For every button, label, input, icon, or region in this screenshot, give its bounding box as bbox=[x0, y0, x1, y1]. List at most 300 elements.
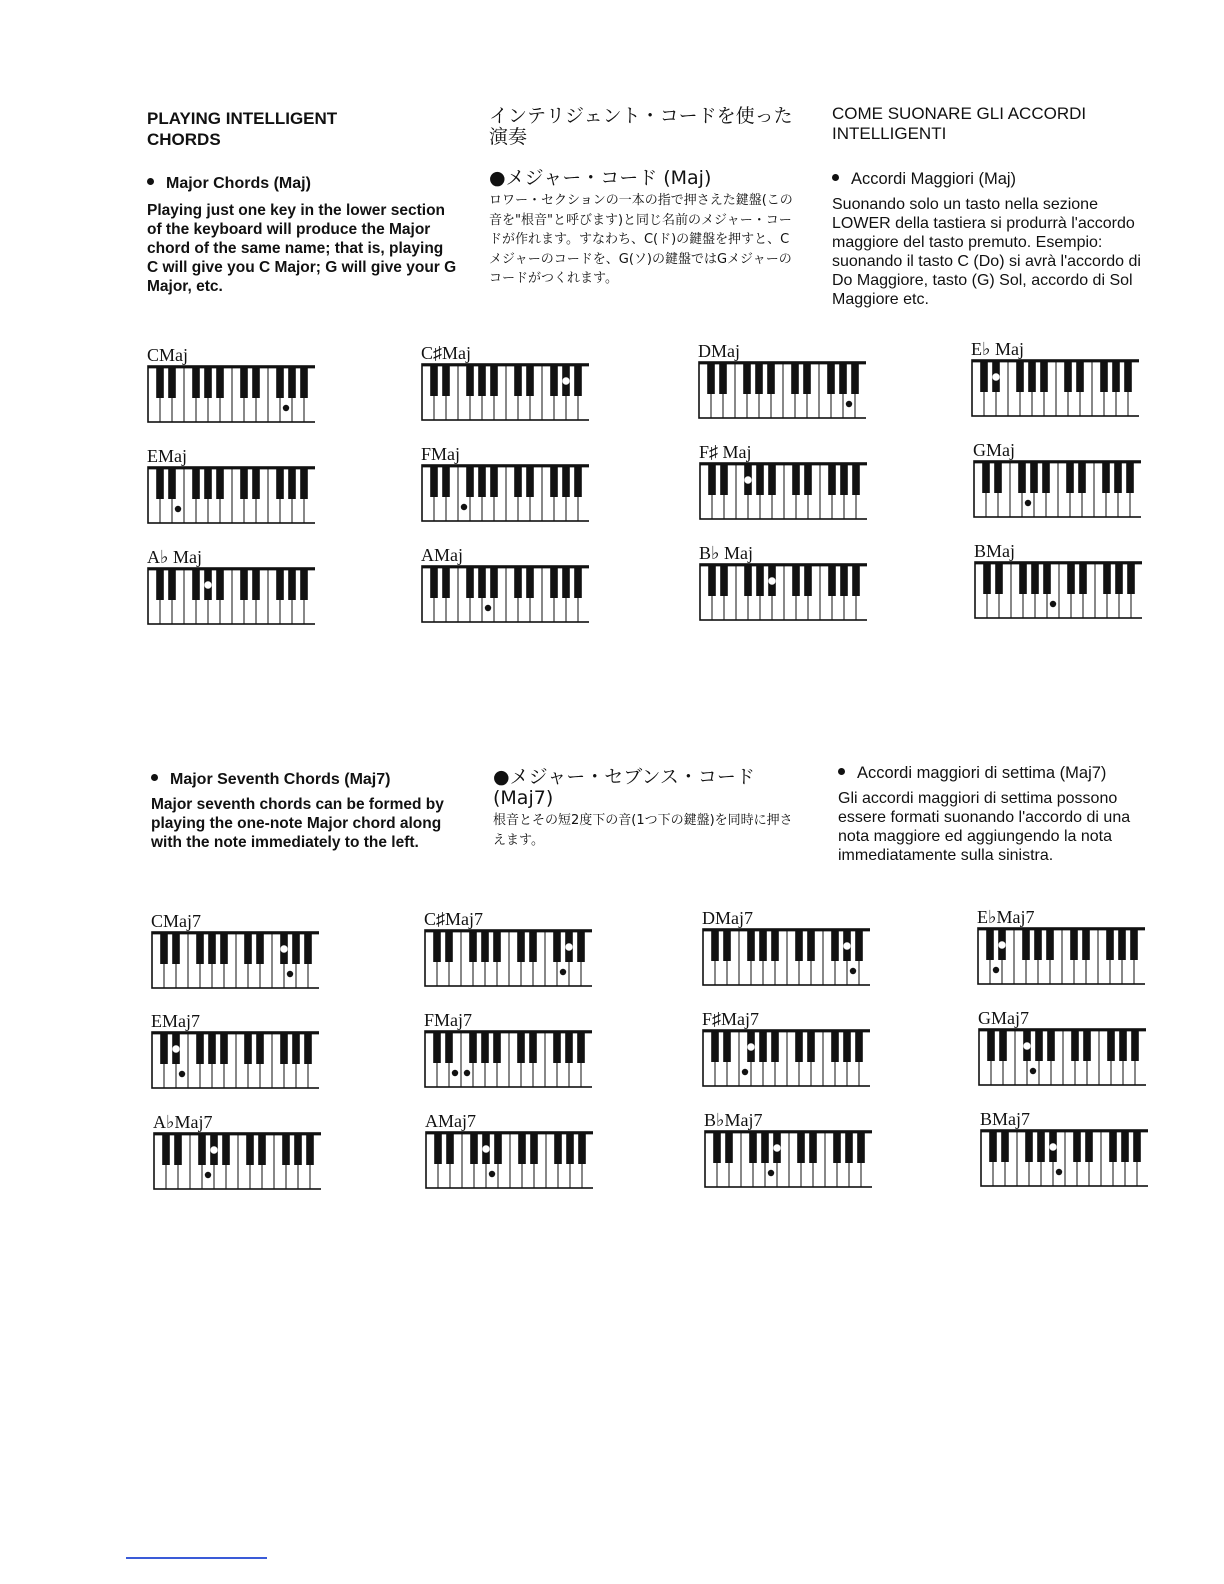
pressed-key-dot bbox=[483, 1146, 489, 1152]
en-heading-major bbox=[147, 175, 457, 193]
black-key bbox=[252, 568, 260, 600]
black-key bbox=[994, 461, 1002, 493]
footer-rule bbox=[126, 1557, 267, 1559]
keyboard-diagram bbox=[424, 1030, 592, 1088]
black-key bbox=[288, 467, 296, 499]
black-key bbox=[708, 463, 716, 495]
pressed-key-dot bbox=[1050, 1144, 1056, 1150]
keyboard-diagram bbox=[974, 561, 1142, 619]
black-key bbox=[445, 1031, 453, 1063]
black-key bbox=[809, 1131, 817, 1163]
pressed-key-dot bbox=[175, 506, 181, 512]
black-key bbox=[168, 568, 176, 600]
black-key bbox=[514, 364, 522, 396]
black-key bbox=[1016, 360, 1024, 392]
black-key bbox=[1082, 928, 1090, 960]
black-key bbox=[761, 1131, 769, 1163]
keyboard-diagram bbox=[147, 567, 315, 625]
it-column-major bbox=[832, 104, 1142, 309]
en-heading-major7 bbox=[151, 771, 457, 789]
pressed-key-dot bbox=[768, 1170, 774, 1176]
black-key bbox=[526, 364, 534, 396]
black-key bbox=[1107, 1029, 1115, 1061]
chord-name: E♭Maj7 bbox=[977, 907, 1035, 927]
chord-diagram bbox=[424, 1010, 594, 1088]
black-key bbox=[198, 1133, 206, 1165]
chord-name: EMaj7 bbox=[151, 1011, 200, 1031]
black-key bbox=[174, 1133, 182, 1165]
black-key bbox=[987, 1029, 995, 1061]
chord-diagram bbox=[698, 341, 868, 419]
black-key bbox=[1103, 562, 1111, 594]
chord-diagram bbox=[980, 1109, 1150, 1187]
keyboard-diagram bbox=[704, 1130, 872, 1188]
black-key bbox=[1114, 461, 1122, 493]
black-key bbox=[493, 1031, 501, 1063]
en-body-major: Playing just one key in the lower section of the keyboard will produce the Major chord of the same name; that is, playing C will give you C Major; G will give your G Major, etc. bbox=[147, 202, 457, 295]
black-key bbox=[1100, 360, 1108, 392]
chord-name: AMaj7 bbox=[425, 1111, 476, 1131]
black-key bbox=[258, 1133, 266, 1165]
black-key bbox=[292, 1032, 300, 1064]
black-key bbox=[478, 364, 486, 396]
black-key bbox=[855, 1030, 863, 1062]
black-key bbox=[466, 364, 474, 396]
black-key bbox=[1126, 461, 1134, 493]
black-key bbox=[1073, 1130, 1081, 1162]
black-key bbox=[1078, 461, 1086, 493]
keyboard-diagram bbox=[424, 929, 592, 987]
pressed-key-dot bbox=[485, 605, 491, 611]
black-key bbox=[204, 467, 212, 499]
chord-name: DMaj bbox=[698, 341, 740, 361]
pressed-key-dot bbox=[993, 374, 999, 380]
chord-diagram bbox=[702, 908, 872, 986]
chord-diagram bbox=[147, 446, 317, 524]
black-key bbox=[843, 1030, 851, 1062]
pressed-key-dot bbox=[173, 1046, 179, 1052]
black-key bbox=[430, 566, 438, 598]
pressed-key-dot bbox=[846, 401, 852, 407]
black-key bbox=[840, 463, 848, 495]
black-key bbox=[767, 362, 775, 394]
black-key bbox=[1085, 1130, 1093, 1162]
black-key bbox=[300, 568, 308, 600]
black-key bbox=[156, 568, 164, 600]
black-key bbox=[252, 467, 260, 499]
black-key bbox=[771, 929, 779, 961]
black-key bbox=[442, 364, 450, 396]
black-key bbox=[831, 1030, 839, 1062]
chord-name: FMaj bbox=[421, 444, 461, 464]
black-key bbox=[434, 1132, 442, 1164]
chord-diagram bbox=[973, 440, 1143, 518]
pressed-key-dot bbox=[283, 405, 289, 411]
black-key bbox=[795, 1030, 803, 1062]
it-body-major: Suonando solo un tasto nella sezione LOWER della tastiera si produrrà l'accordo maggiore del tasto premuto. Esempio: suonando il tasto C (Do) si avrà l'accordo di Do Maggiore, tasto (G) Sol, accordo di Sol Maggiore etc. bbox=[832, 196, 1141, 308]
jp-body-major7: 根音とその短2度下の音(1つ下の鍵盤)を同時に押さえます。 bbox=[493, 813, 793, 848]
it-section-title: COME SUONARE GLI ACCORDI INTELLIGENTI bbox=[832, 104, 1087, 143]
black-key bbox=[220, 1032, 228, 1064]
black-key bbox=[747, 929, 755, 961]
black-key bbox=[292, 932, 300, 964]
black-key bbox=[306, 1133, 314, 1165]
black-key bbox=[1064, 360, 1072, 392]
black-key bbox=[481, 1031, 489, 1063]
black-key bbox=[220, 932, 228, 964]
black-key bbox=[162, 1133, 170, 1165]
chord-name: B♭Maj7 bbox=[704, 1110, 763, 1130]
black-key bbox=[1067, 562, 1075, 594]
black-key bbox=[1025, 1130, 1033, 1162]
keyboard-diagram bbox=[971, 359, 1139, 417]
black-key bbox=[999, 1029, 1007, 1061]
chord-name: A♭Maj7 bbox=[153, 1112, 213, 1132]
black-key bbox=[252, 366, 260, 398]
black-key bbox=[288, 568, 296, 600]
black-key bbox=[553, 1031, 561, 1063]
black-key bbox=[771, 1030, 779, 1062]
bullet-icon bbox=[151, 774, 158, 781]
en-column-major bbox=[147, 108, 457, 296]
pressed-key-dot bbox=[489, 1171, 495, 1177]
black-key bbox=[574, 566, 582, 598]
black-key bbox=[300, 467, 308, 499]
black-key bbox=[995, 562, 1003, 594]
black-key bbox=[276, 366, 284, 398]
black-key bbox=[529, 1031, 537, 1063]
chord-name: GMaj7 bbox=[978, 1008, 1029, 1028]
black-key bbox=[469, 930, 477, 962]
black-key bbox=[494, 1132, 502, 1164]
black-key bbox=[554, 1132, 562, 1164]
black-key bbox=[216, 366, 224, 398]
chord-name: GMaj bbox=[973, 440, 1015, 460]
black-key bbox=[478, 566, 486, 598]
chord-name: C♯Maj7 bbox=[424, 909, 484, 929]
black-key bbox=[192, 467, 200, 499]
black-key bbox=[1131, 1029, 1139, 1061]
black-key bbox=[1119, 1029, 1127, 1061]
black-key bbox=[574, 364, 582, 396]
black-key bbox=[280, 1032, 288, 1064]
black-key bbox=[430, 465, 438, 497]
black-key bbox=[1076, 360, 1084, 392]
chord-name: B♭ Maj bbox=[699, 543, 753, 563]
black-key bbox=[304, 1032, 312, 1064]
it-heading-major bbox=[832, 170, 1142, 189]
black-key bbox=[833, 1131, 841, 1163]
keyboard-diagram bbox=[421, 363, 589, 421]
pressed-key-dot bbox=[999, 942, 1005, 948]
chord-diagram bbox=[425, 1111, 595, 1189]
black-key bbox=[466, 465, 474, 497]
black-key bbox=[208, 1032, 216, 1064]
black-key bbox=[1115, 562, 1123, 594]
black-key bbox=[470, 1132, 478, 1164]
chord-name: F♯Maj7 bbox=[702, 1009, 760, 1029]
pressed-key-dot bbox=[205, 582, 211, 588]
black-key bbox=[208, 932, 216, 964]
pressed-key-dot bbox=[1024, 1043, 1030, 1049]
black-key bbox=[795, 929, 803, 961]
black-key bbox=[490, 566, 498, 598]
black-key bbox=[578, 1132, 586, 1164]
black-key bbox=[1040, 360, 1048, 392]
pressed-key-dot bbox=[748, 1044, 754, 1050]
keyboard-diagram bbox=[973, 460, 1141, 518]
black-key bbox=[725, 1131, 733, 1163]
black-key bbox=[276, 467, 284, 499]
jp-heading-major7: ●メジャー・セブンス・コード (Maj7) bbox=[493, 766, 755, 809]
black-key bbox=[294, 1133, 302, 1165]
chord-name: BMaj bbox=[974, 541, 1016, 561]
bullet-icon bbox=[147, 178, 154, 185]
black-key bbox=[1071, 1029, 1079, 1061]
black-key bbox=[240, 568, 248, 600]
chord-diagram bbox=[977, 907, 1147, 985]
black-key bbox=[723, 929, 731, 961]
black-key bbox=[1070, 928, 1078, 960]
black-key bbox=[490, 364, 498, 396]
pressed-key-dot bbox=[287, 971, 293, 977]
black-key bbox=[304, 932, 312, 964]
black-key bbox=[827, 362, 835, 394]
chord-diagram bbox=[421, 343, 591, 421]
chord-diagram bbox=[153, 1112, 323, 1190]
pressed-key-dot bbox=[563, 378, 569, 384]
black-key bbox=[1079, 562, 1087, 594]
black-key bbox=[1031, 562, 1039, 594]
keyboard-diagram bbox=[698, 361, 866, 419]
chord-diagram bbox=[978, 1008, 1148, 1086]
black-key bbox=[466, 566, 474, 598]
chord-diagram bbox=[974, 541, 1144, 619]
bullet-icon bbox=[838, 768, 845, 775]
pressed-key-dot bbox=[566, 944, 572, 950]
en-body-major7: Major seventh chords can be formed by playing the one-note Major chord along with the note immediately to the left. bbox=[151, 796, 444, 851]
keyboard-diagram bbox=[978, 1028, 1146, 1086]
black-key bbox=[756, 564, 764, 596]
black-key bbox=[1106, 928, 1114, 960]
chord-diagram bbox=[151, 911, 321, 989]
black-key bbox=[1043, 562, 1051, 594]
black-key bbox=[1035, 1029, 1043, 1061]
pressed-key-dot bbox=[742, 1069, 748, 1075]
pressed-key-dot bbox=[452, 1070, 458, 1076]
black-key bbox=[550, 465, 558, 497]
chord-diagram bbox=[147, 547, 317, 625]
pressed-key-dot bbox=[461, 504, 467, 510]
chord-diagram bbox=[424, 909, 594, 987]
chord-name: EMaj bbox=[147, 446, 187, 466]
black-key bbox=[1018, 461, 1026, 493]
en-section-title: PLAYING INTELLIGENT CHORDS bbox=[147, 109, 338, 149]
black-key bbox=[300, 366, 308, 398]
black-key bbox=[1034, 928, 1042, 960]
keyboard-diagram bbox=[425, 1131, 593, 1189]
black-key bbox=[562, 465, 570, 497]
black-key bbox=[240, 366, 248, 398]
black-key bbox=[156, 467, 164, 499]
keyboard-diagram bbox=[421, 565, 589, 623]
black-key bbox=[1133, 1130, 1141, 1162]
pressed-key-dot bbox=[1056, 1169, 1062, 1175]
pressed-key-dot bbox=[464, 1070, 470, 1076]
black-key bbox=[478, 465, 486, 497]
it-body-major7: Gli accordi maggiori di settima possono essere formati suonando l'accordo di una nota maggiore ed aggiungendo la nota immediatamente sulla sinistra. bbox=[838, 790, 1131, 864]
black-key bbox=[445, 930, 453, 962]
black-key bbox=[490, 465, 498, 497]
black-key bbox=[768, 463, 776, 495]
black-key bbox=[792, 564, 800, 596]
black-key bbox=[845, 1131, 853, 1163]
black-key bbox=[983, 562, 991, 594]
black-key bbox=[1124, 360, 1132, 392]
black-key bbox=[276, 568, 284, 600]
pressed-key-dot bbox=[774, 1145, 780, 1151]
chord-diagram bbox=[699, 442, 869, 520]
pressed-key-dot bbox=[1050, 601, 1056, 607]
black-key bbox=[565, 1031, 573, 1063]
jp-column-major7 bbox=[493, 767, 803, 850]
chord-name: CMaj bbox=[147, 345, 189, 365]
black-key bbox=[517, 1031, 525, 1063]
black-key bbox=[566, 1132, 574, 1164]
black-key bbox=[222, 1133, 230, 1165]
black-key bbox=[1112, 360, 1120, 392]
black-key bbox=[240, 467, 248, 499]
chord-name: AMaj bbox=[421, 545, 463, 565]
black-key bbox=[759, 929, 767, 961]
chord-name: E♭ Maj bbox=[971, 339, 1024, 359]
black-key bbox=[577, 1031, 585, 1063]
black-key bbox=[852, 564, 860, 596]
black-key bbox=[550, 566, 558, 598]
en-heading-major7-text: Major Seventh Chords (Maj7) bbox=[170, 771, 391, 788]
pressed-key-dot bbox=[1030, 1068, 1036, 1074]
pressed-key-dot bbox=[844, 943, 850, 949]
black-key bbox=[1083, 1029, 1091, 1061]
black-key bbox=[529, 930, 537, 962]
black-key bbox=[719, 362, 727, 394]
black-key bbox=[246, 1133, 254, 1165]
chord-diagram bbox=[151, 1011, 321, 1089]
black-key bbox=[577, 930, 585, 962]
black-key bbox=[216, 568, 224, 600]
keyboard-diagram bbox=[977, 927, 1145, 985]
pressed-key-dot bbox=[745, 477, 751, 483]
black-key bbox=[989, 1130, 997, 1162]
black-key bbox=[526, 566, 534, 598]
keyboard-diagram bbox=[151, 1031, 319, 1089]
chord-diagram bbox=[421, 444, 591, 522]
black-key bbox=[711, 929, 719, 961]
keyboard-diagram bbox=[151, 931, 319, 989]
black-key bbox=[828, 564, 836, 596]
keyboard-diagram bbox=[699, 462, 867, 520]
pressed-key-dot bbox=[993, 967, 999, 973]
black-key bbox=[711, 1030, 719, 1062]
black-key bbox=[1102, 461, 1110, 493]
black-key bbox=[244, 932, 252, 964]
black-key bbox=[749, 1131, 757, 1163]
keyboard-diagram bbox=[702, 928, 870, 986]
black-key bbox=[792, 463, 800, 495]
black-key bbox=[804, 463, 812, 495]
black-key bbox=[839, 362, 847, 394]
black-key bbox=[1046, 928, 1054, 960]
chord-name: C♯Maj bbox=[421, 343, 472, 363]
black-key bbox=[857, 1131, 865, 1163]
black-key bbox=[713, 1131, 721, 1163]
black-key bbox=[430, 364, 438, 396]
black-key bbox=[282, 1133, 290, 1165]
black-key bbox=[442, 465, 450, 497]
black-key bbox=[574, 465, 582, 497]
black-key bbox=[156, 366, 164, 398]
black-key bbox=[168, 467, 176, 499]
black-key bbox=[1047, 1029, 1055, 1061]
black-key bbox=[855, 929, 863, 961]
chord-name: FMaj7 bbox=[424, 1010, 473, 1030]
black-key bbox=[168, 366, 176, 398]
black-key bbox=[1022, 928, 1030, 960]
black-key bbox=[192, 366, 200, 398]
black-key bbox=[244, 1032, 252, 1064]
black-key bbox=[518, 1132, 526, 1164]
black-key bbox=[803, 362, 811, 394]
it-column-major7 bbox=[838, 764, 1144, 865]
pressed-key-dot bbox=[211, 1147, 217, 1153]
black-key bbox=[256, 932, 264, 964]
black-key bbox=[481, 930, 489, 962]
chord-name: F♯ Maj bbox=[699, 442, 752, 462]
black-key bbox=[1127, 562, 1135, 594]
bullet-icon bbox=[832, 174, 839, 181]
black-key bbox=[1118, 928, 1126, 960]
black-key bbox=[1001, 1130, 1009, 1162]
black-key bbox=[755, 362, 763, 394]
black-key bbox=[1066, 461, 1074, 493]
black-key bbox=[433, 930, 441, 962]
black-key bbox=[530, 1132, 538, 1164]
black-key bbox=[196, 1032, 204, 1064]
black-key bbox=[1109, 1130, 1117, 1162]
chord-name: DMaj7 bbox=[702, 908, 753, 928]
chord-diagram bbox=[971, 339, 1141, 417]
black-key bbox=[744, 564, 752, 596]
black-key bbox=[1121, 1130, 1129, 1162]
black-key bbox=[986, 928, 994, 960]
chord-diagram bbox=[702, 1009, 872, 1087]
black-key bbox=[160, 932, 168, 964]
black-key bbox=[759, 1030, 767, 1062]
pressed-key-dot bbox=[1025, 500, 1031, 506]
black-key bbox=[804, 564, 812, 596]
black-key bbox=[1019, 562, 1027, 594]
black-key bbox=[852, 463, 860, 495]
keyboard-diagram bbox=[702, 1029, 870, 1087]
chord-name: CMaj7 bbox=[151, 911, 202, 931]
jp-body-major: ロワー・セクションの一本の指で押さえた鍵盤(この音を"根音"と呼びます)と同じ名前のメジャー・コードが作れます。すなわち、C(ド)の鍵盤を押すと、Cメジャーのコードを、G(ソ)の鍵盤ではGメジャーのコードがつくれます。 bbox=[489, 193, 793, 286]
black-key bbox=[807, 1030, 815, 1062]
pressed-key-dot bbox=[179, 1071, 185, 1077]
black-key bbox=[828, 463, 836, 495]
black-key bbox=[708, 564, 716, 596]
pressed-key-dot bbox=[205, 1172, 211, 1178]
black-key bbox=[807, 929, 815, 961]
